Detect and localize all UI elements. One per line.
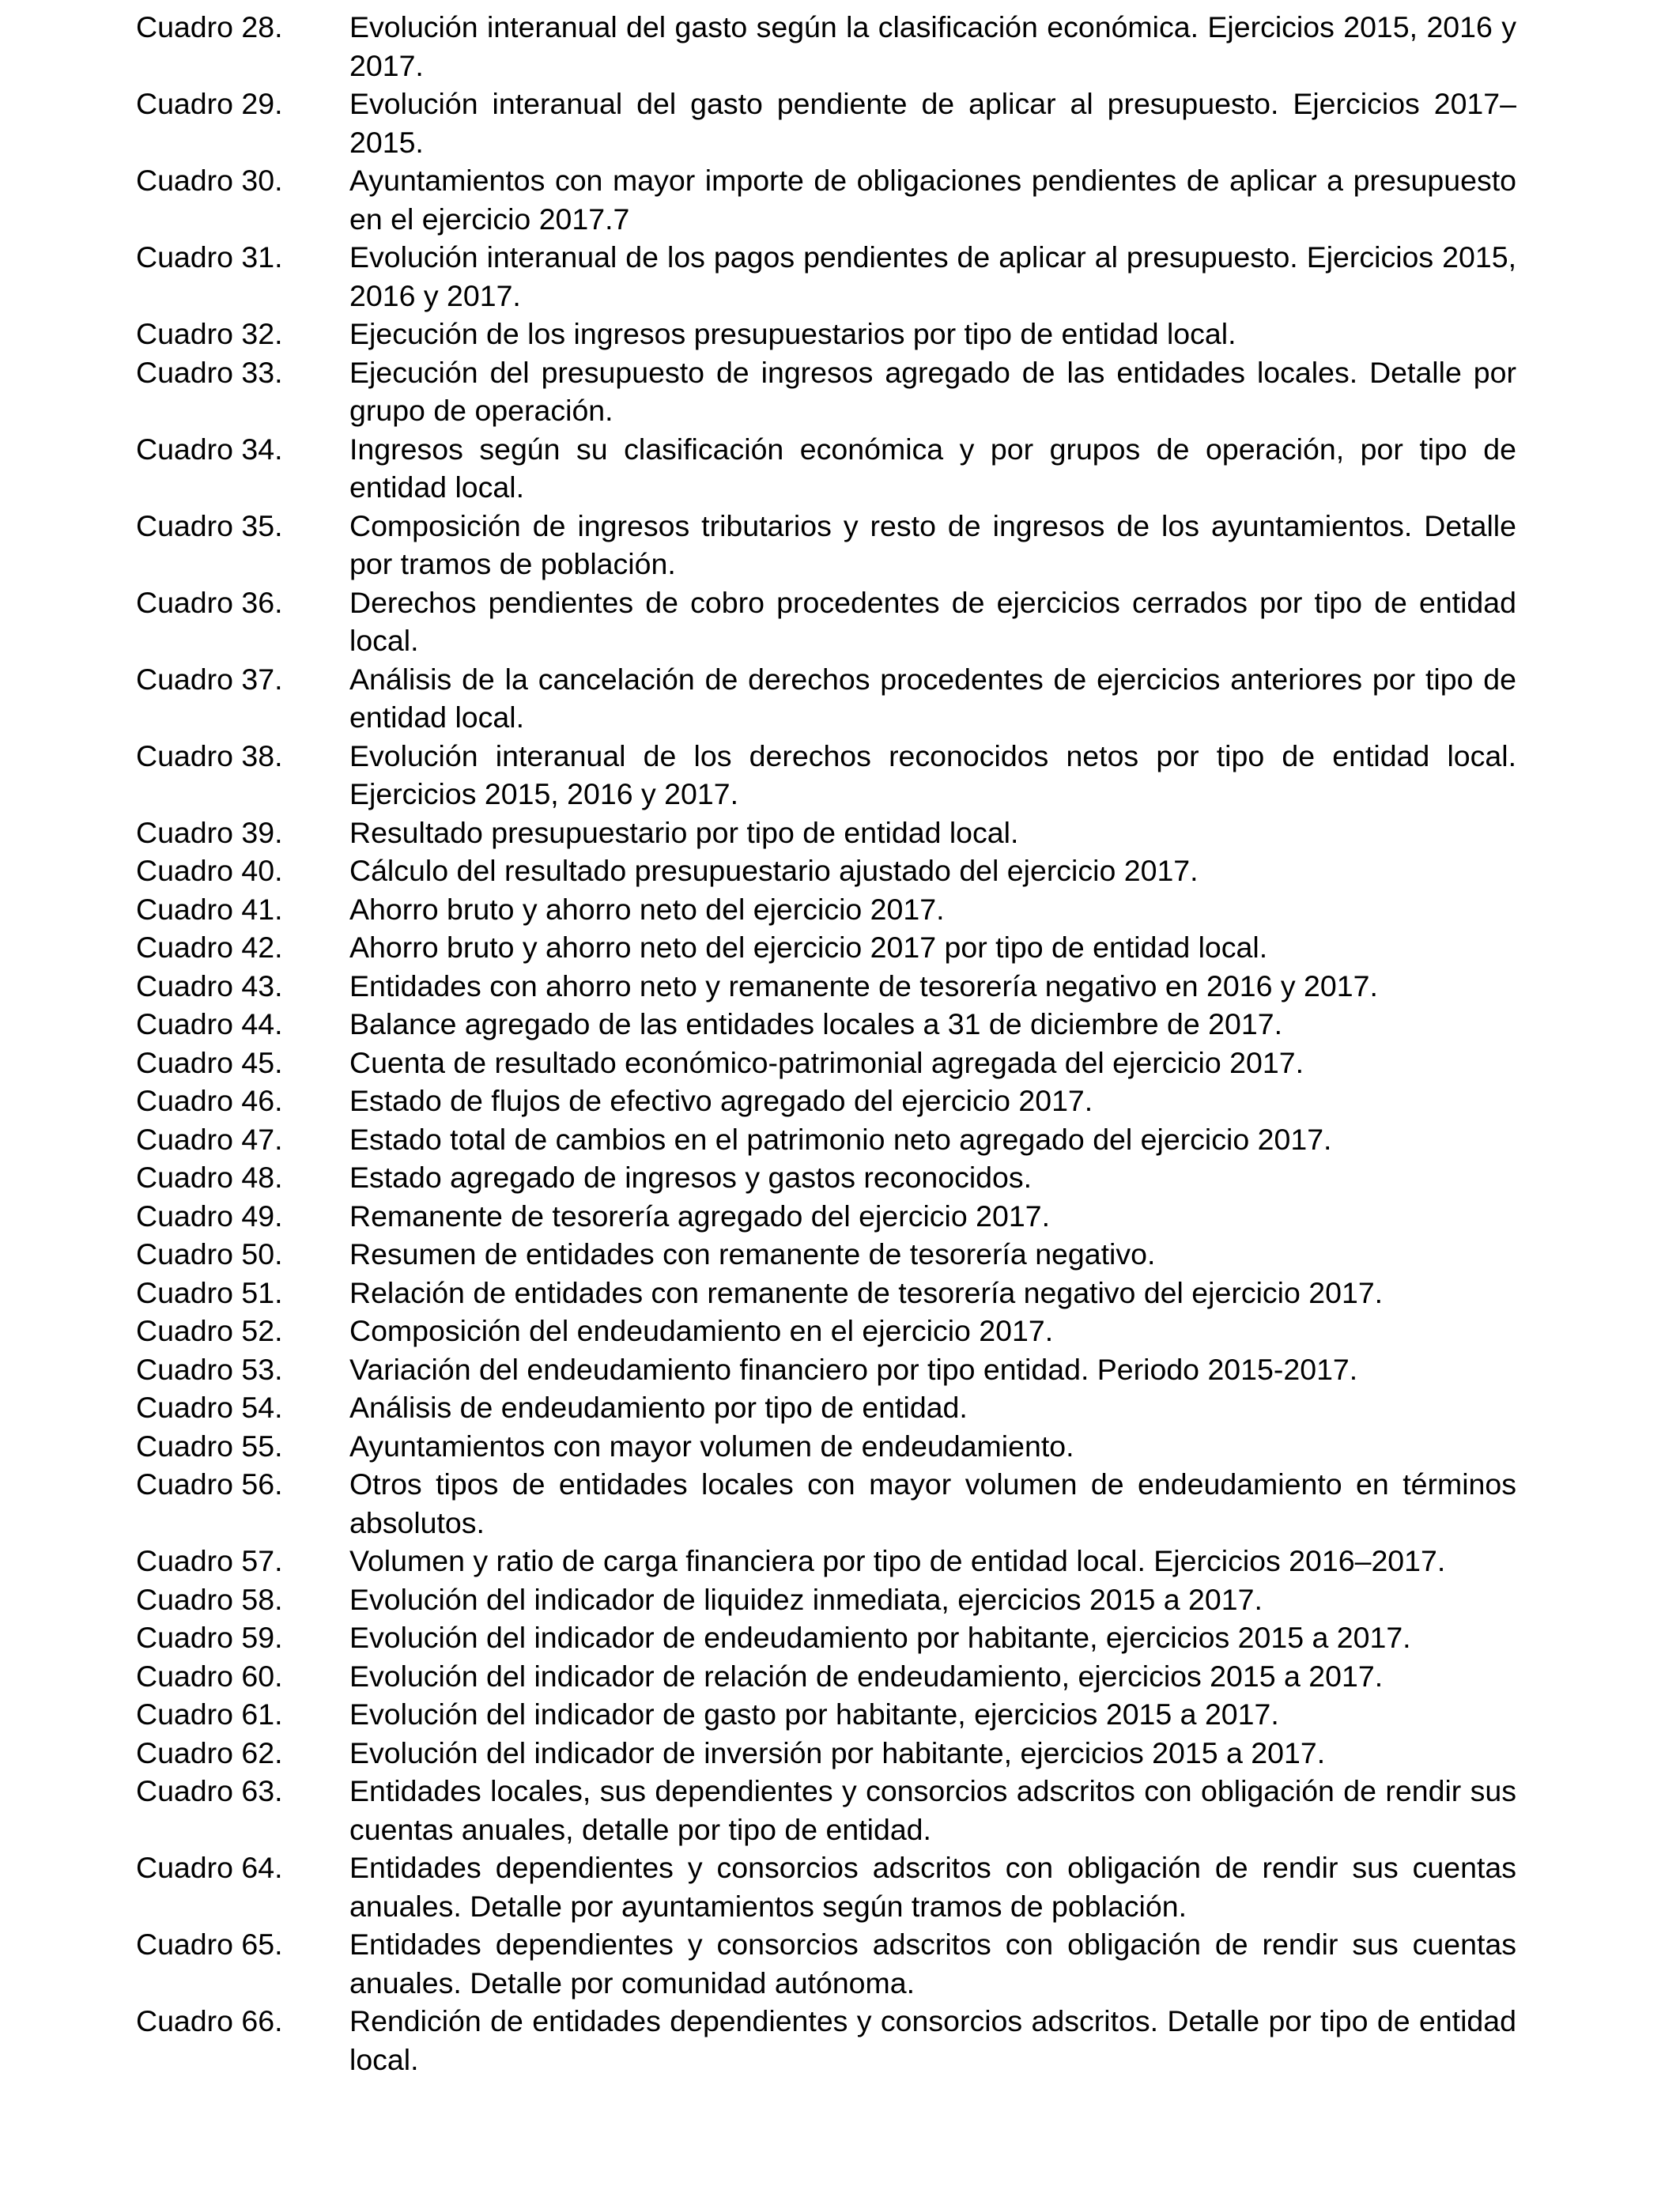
entry-number: Cuadro 45. xyxy=(136,1045,283,1079)
entry-title: Ingresos según su clasificación económica y por grupos de operación, por tipo de entidad local. xyxy=(349,432,1516,504)
entry-title: Estado agregado de ingresos y gastos reconocidos. xyxy=(349,1161,1033,1194)
entry-number: Cuadro 55. xyxy=(136,1429,283,1463)
entry-number: Cuadro 32. xyxy=(136,317,283,350)
entry-title: Evolución interanual de los pagos pendientes de aplicar al presupuesto. Ejercicios 2015, 2016 y 2017. xyxy=(349,240,1516,312)
toc-entry xyxy=(136,660,1516,737)
toc-entry xyxy=(136,315,1516,353)
toc-entry xyxy=(136,1388,1516,1427)
entry-number: Cuadro 66. xyxy=(136,2004,283,2037)
entry-number: Cuadro 58. xyxy=(136,1582,283,1616)
entry-title: Análisis de la cancelación de derechos procedentes de ejercicios anteriores por tipo de entidad local. xyxy=(349,662,1516,734)
entry-title: Ahorro bruto y ahorro neto del ejercicio 2017 por tipo de entidad local. xyxy=(349,931,1268,964)
entry-title: Cuenta de resultado económico-patrimonial agregada del ejercicio 2017. xyxy=(349,1045,1304,1079)
entry-title: Resultado presupuestario por tipo de entidad local. xyxy=(349,815,1019,849)
toc-entry xyxy=(136,507,1516,583)
entry-number: Cuadro 30. xyxy=(136,164,283,197)
entry-number: Cuadro 34. xyxy=(136,432,283,466)
entry-number: Cuadro 39. xyxy=(136,815,283,849)
entry-title: Evolución del indicador de endeudamiento por habitante, ejercicios 2015 a 2017. xyxy=(349,1621,1411,1654)
entry-number: Cuadro 48. xyxy=(136,1161,283,1194)
entry-title: Cálculo del resultado presupuestario ajustado del ejercicio 2017. xyxy=(349,854,1199,887)
toc-entry xyxy=(136,1618,1516,1657)
toc-entry xyxy=(136,1465,1516,1542)
toc-entry xyxy=(136,1235,1516,1274)
entry-title: Estado de flujos de efectivo agregado del ejercicio 2017. xyxy=(349,1084,1093,1117)
toc-entry xyxy=(136,583,1516,660)
entry-number: Cuadro 54. xyxy=(136,1391,283,1424)
entry-title: Variación del endeudamiento financiero por tipo entidad. Periodo 2015-2017. xyxy=(349,1352,1358,1386)
entry-number: Cuadro 28. xyxy=(136,10,283,43)
entry-number: Cuadro 47. xyxy=(136,1122,283,1156)
toc-entry xyxy=(136,1848,1516,1925)
toc-entry xyxy=(136,353,1516,430)
toc-entry xyxy=(136,8,1516,85)
toc-entry xyxy=(136,1542,1516,1580)
entry-title: Derechos pendientes de cobro procedentes de ejercicios cerrados por tipo de entidad local. xyxy=(349,585,1516,657)
entry-title: Entidades con ahorro neto y remanente de tesorería negativo en 2016 y 2017. xyxy=(349,969,1378,1003)
entry-title: Resumen de entidades con remanente de tesorería negativo. xyxy=(349,1237,1156,1271)
entry-number: Cuadro 29. xyxy=(136,87,283,120)
entry-title: Volumen y ratio de carga financiera por tipo de entidad local. Ejercicios 2016–2017. xyxy=(349,1544,1446,1577)
toc-entry xyxy=(136,814,1516,852)
toc-entry xyxy=(136,1350,1516,1389)
toc-entry xyxy=(136,1580,1516,1619)
entry-title: Ejecución del presupuesto de ingresos agregado de las entidades locales. Detalle por grupo de operación. xyxy=(349,355,1516,427)
toc-entry xyxy=(136,1772,1516,1848)
toc-entry xyxy=(136,967,1516,1006)
entry-number: Cuadro 31. xyxy=(136,240,283,274)
toc-entry xyxy=(136,1734,1516,1773)
entry-title: Evolución del indicador de liquidez inmediata, ejercicios 2015 a 2017. xyxy=(349,1582,1263,1616)
toc-entry xyxy=(136,928,1516,967)
entry-number: Cuadro 41. xyxy=(136,892,283,926)
toc-entry xyxy=(136,238,1516,315)
entry-number: Cuadro 65. xyxy=(136,1928,283,1961)
entry-title: Entidades locales, sus dependientes y consorcios adscritos con obligación de rendir sus cuentas anuales, detalle por tipo de entidad. xyxy=(349,1774,1516,1846)
entry-title: Análisis de endeudamiento por tipo de entidad. xyxy=(349,1391,968,1424)
toc-entry xyxy=(136,2002,1516,2079)
toc-entry xyxy=(136,1082,1516,1120)
toc-entry xyxy=(136,852,1516,890)
entry-title: Composición de ingresos tributarios y resto de ingresos de los ayuntamientos. Detalle por tramos de población. xyxy=(349,508,1516,580)
entry-number: Cuadro 57. xyxy=(136,1544,283,1577)
toc-entry xyxy=(136,1005,1516,1044)
toc-entry xyxy=(136,1312,1516,1350)
entry-number: Cuadro 60. xyxy=(136,1659,283,1693)
toc-entry xyxy=(136,1427,1516,1466)
toc-entry xyxy=(136,1695,1516,1734)
entry-title: Ayuntamientos con mayor importe de obligaciones pendientes de aplicar a presupuesto en el ejercicio 2017.7 xyxy=(349,164,1516,236)
entry-number: Cuadro 62. xyxy=(136,1735,283,1769)
toc-entry xyxy=(136,430,1516,507)
entry-number: Cuadro 46. xyxy=(136,1084,283,1117)
entry-number: Cuadro 37. xyxy=(136,662,283,696)
entry-title: Entidades dependientes y consorcios adscritos con obligación de rendir sus cuentas anuales. Detalle por ayuntamientos según tramos de población. xyxy=(349,1851,1516,1923)
toc-entry xyxy=(136,1274,1516,1312)
toc-entry xyxy=(136,1197,1516,1236)
entry-title: Ayuntamientos con mayor volumen de endeudamiento. xyxy=(349,1429,1074,1463)
entry-title: Balance agregado de las entidades locales a 31 de diciembre de 2017. xyxy=(349,1007,1283,1040)
entry-title: Entidades dependientes y consorcios adscritos con obligación de rendir sus cuentas anuales. Detalle por comunidad autónoma. xyxy=(349,1928,1516,2000)
toc-entry xyxy=(136,890,1516,929)
entry-number: Cuadro 52. xyxy=(136,1314,283,1347)
entry-title: Rendición de entidades dependientes y consorcios adscritos. Detalle por tipo de entidad local. xyxy=(349,2004,1516,2076)
table-of-figures-list xyxy=(136,8,1516,2079)
entry-title: Ejecución de los ingresos presupuestarios por tipo de entidad local. xyxy=(349,317,1236,350)
entry-number: Cuadro 35. xyxy=(136,508,283,542)
entry-number: Cuadro 40. xyxy=(136,854,283,887)
entry-number: Cuadro 36. xyxy=(136,585,283,619)
entry-title: Evolución del indicador de relación de endeudamiento, ejercicios 2015 a 2017. xyxy=(349,1659,1384,1693)
toc-entry xyxy=(136,1657,1516,1696)
toc-entry xyxy=(136,85,1516,161)
entry-title: Evolución del indicador de inversión por habitante, ejercicios 2015 a 2017. xyxy=(349,1735,1326,1769)
toc-entry xyxy=(136,737,1516,814)
entry-title: Relación de entidades con remanente de tesorería negativo del ejercicio 2017. xyxy=(349,1275,1384,1309)
entry-number: Cuadro 61. xyxy=(136,1697,283,1731)
toc-entry xyxy=(136,1044,1516,1082)
entry-title: Evolución interanual de los derechos reconocidos netos por tipo de entidad local. Ejercicios 2015, 2016 y 2017. xyxy=(349,738,1516,810)
entry-number: Cuadro 51. xyxy=(136,1275,283,1309)
entry-number: Cuadro 38. xyxy=(136,738,283,772)
entry-number: Cuadro 44. xyxy=(136,1007,283,1040)
entry-title: Evolución interanual del gasto según la clasificación económica. Ejercicios 2015, 2016 y 2017. xyxy=(349,10,1516,82)
entry-title: Evolución interanual del gasto pendiente de aplicar al presupuesto. Ejercicios 2017–2015. xyxy=(349,87,1516,159)
entry-title: Ahorro bruto y ahorro neto del ejercicio 2017. xyxy=(349,892,945,926)
entry-number: Cuadro 59. xyxy=(136,1621,283,1654)
entry-title: Evolución del indicador de gasto por habitante, ejercicios 2015 a 2017. xyxy=(349,1697,1279,1731)
entry-title: Otros tipos de entidades locales con mayor volumen de endeudamiento en términos absolutos. xyxy=(349,1467,1516,1539)
entry-title: Remanente de tesorería agregado del ejercicio 2017. xyxy=(349,1199,1050,1233)
entry-number: Cuadro 49. xyxy=(136,1199,283,1233)
entry-number: Cuadro 63. xyxy=(136,1774,283,1807)
entry-title: Estado total de cambios en el patrimonio neto agregado del ejercicio 2017. xyxy=(349,1122,1332,1156)
entry-number: Cuadro 56. xyxy=(136,1467,283,1501)
entry-number: Cuadro 64. xyxy=(136,1851,283,1884)
entry-number: Cuadro 43. xyxy=(136,969,283,1003)
toc-entry xyxy=(136,1925,1516,2002)
entry-number: Cuadro 53. xyxy=(136,1352,283,1386)
entry-title: Composición del endeudamiento en el ejercicio 2017. xyxy=(349,1314,1054,1347)
toc-entry xyxy=(136,1158,1516,1197)
entry-number: Cuadro 50. xyxy=(136,1237,283,1271)
entry-number: Cuadro 33. xyxy=(136,355,283,389)
toc-entry xyxy=(136,1120,1516,1159)
toc-entry xyxy=(136,161,1516,238)
entry-number: Cuadro 42. xyxy=(136,931,283,964)
